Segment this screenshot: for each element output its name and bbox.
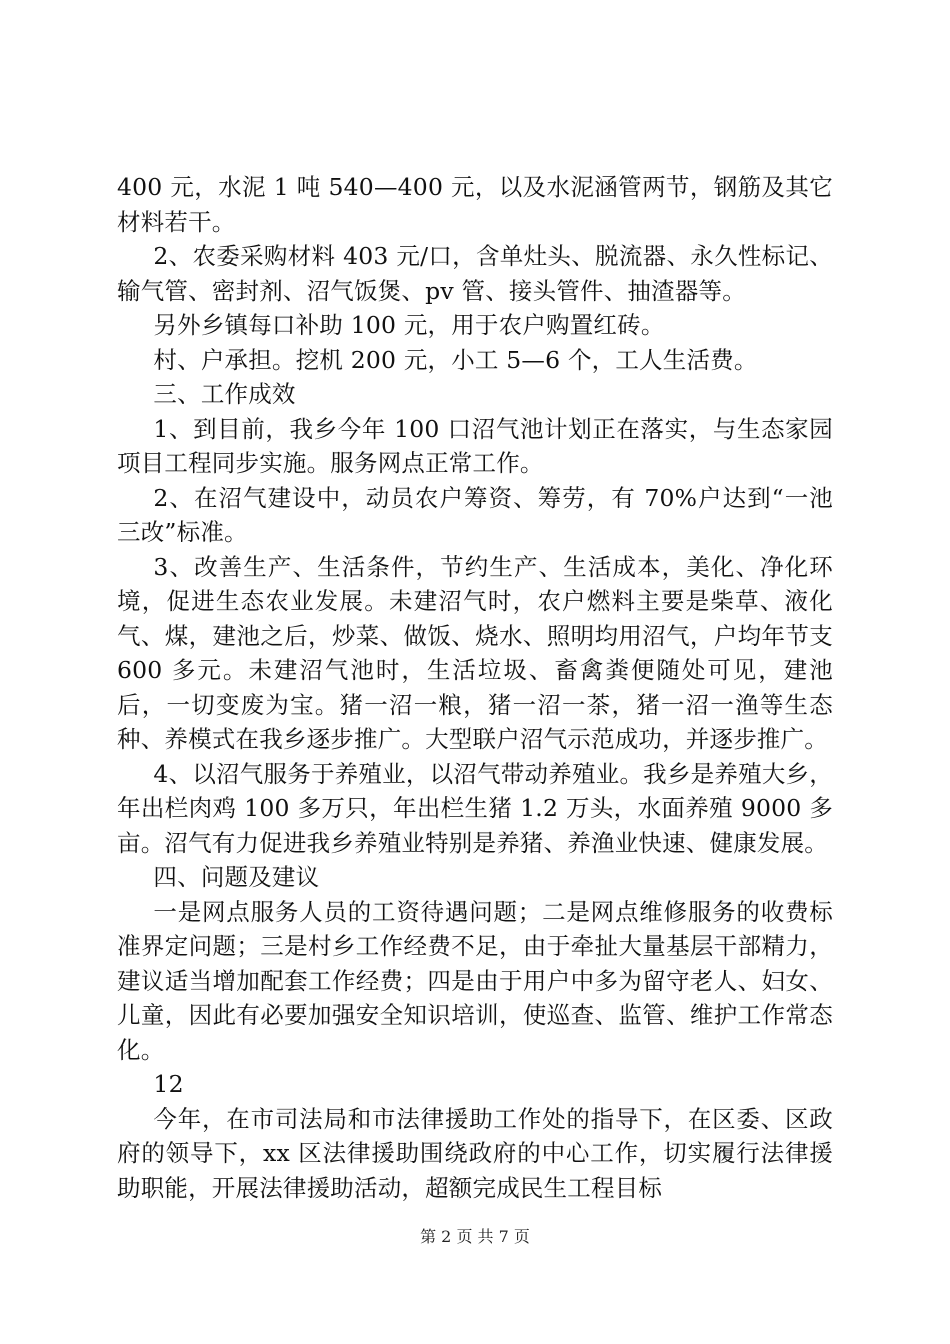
- paragraph-result-4: 4、以沼气服务于养殖业，以沼气带动养殖业。我乡是养殖大乡，年出栏肉鸡 100 多万只，年出栏生猪 1.2 万头，水面养殖 9000 多亩。沼气有力促进我乡养殖业特别是养猪、养渔业快速、健康发展。: [117, 759, 833, 857]
- paragraph-number-marker: 12: [153, 1070, 184, 1098]
- document-body: [117, 170, 833, 1205]
- section-heading-results: 三、工作成效: [153, 380, 296, 408]
- paragraph-township-subsidy: 另外乡镇每口补助 100 元，用于农户购置红砖。: [153, 311, 665, 339]
- paragraph-result-2: 2、在沼气建设中，动员农户筹资、筹劳，有 70%户达到“一池三改”标准。: [117, 483, 833, 546]
- paragraph-result-3: 3、改善生产、生活条件，节约生产、生活成本，美化、净化环境，促进生态农业发展。未建沼气时，农户燃料主要是柴草、液化气、煤，建池之后，炒菜、做饭、烧水、照明均用沼气，户均年节支 600 多元。未建沼气池时，生活垃圾、畜禽粪便随处可见，建池后，一切变废为宝。猪一沼一粮，猪一沼一茶，猪一沼一渔等生态种、养模式在我乡逐步推广。大型联户沼气示范成功，并逐步推广。: [117, 552, 833, 753]
- paragraph-cost-materials: 400 元，水泥 1 吨 540—400 元，以及水泥涵管两节，钢筋及其它材料若干。: [117, 173, 833, 236]
- paragraph-legal-aid: 今年，在市司法局和市法律援助工作处的指导下，在区委、区政府的领导下，xx 区法律援助围绕政府的中心工作，切实履行法律援助职能，开展法律援助活动，超额完成民生工程目标: [117, 1104, 833, 1202]
- paragraph-agriculture-materials: 2、农委采购材料 403 元/口，含单灶头、脱流器、永久性标记、输气管、密封剂、沼气饭煲、pv 管、接头管件、抽渣器等。: [117, 242, 833, 305]
- paragraph-village-cost: 村、户承担。挖机 200 元，小工 5—6 个，工人生活费。: [153, 345, 758, 374]
- paragraph-result-1: 1、到目前，我乡今年 100 口沼气池计划正在落实，与生态家园项目工程同步实施。服务网点正常工作。: [117, 414, 833, 477]
- section-heading-issues: 四、问题及建议: [153, 863, 320, 891]
- paragraph-issues: 一是网点服务人员的工资待遇问题；二是网点维修服务的收费标准界定问题；三是村乡工作经费不足，由于牵扯大量基层干部精力，建议适当增加配套工作经费；四是由于用户中多为留守老人、妇女、儿童，因此有必要加强安全知识培训，使巡查、监管、维护工作常态化。: [117, 897, 833, 1064]
- page-footer: 第 2 页 共 7 页: [420, 1227, 530, 1246]
